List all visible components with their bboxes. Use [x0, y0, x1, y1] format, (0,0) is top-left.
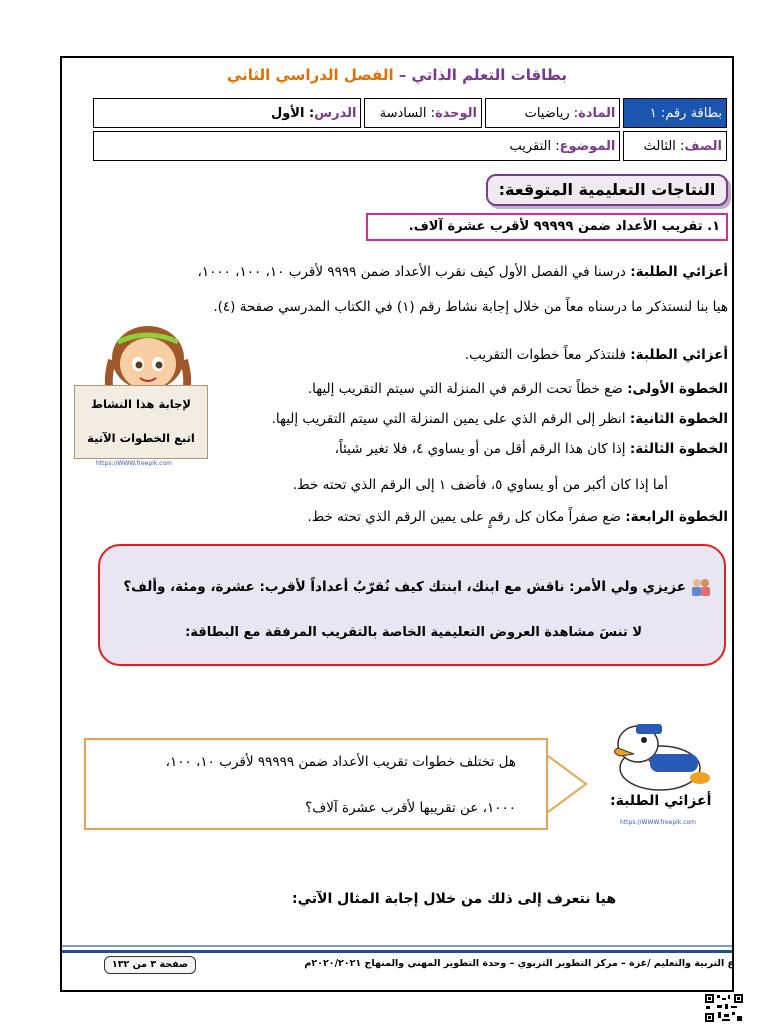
step-3-text: إذا كان هذا الرقم أقل من أو يساوي ٤، فلا تغير شيئاً،	[334, 441, 630, 457]
parents-icon	[690, 578, 712, 596]
card-number-label: بطاقة رقم:	[660, 105, 722, 121]
lesson-value: : الأول	[270, 105, 315, 121]
qr-code-icon	[704, 993, 744, 1023]
intro-lead: أعزائي الطلبة:	[630, 264, 728, 280]
step-1	[208, 375, 728, 403]
topic-cell	[93, 131, 620, 161]
step-2-label: الخطوة الثانية:	[629, 411, 728, 427]
intro-line-2: هيا بنا لنستذكر ما درسناه معاً من خلال إجابة نشاط رقم (١) في الكتاب المدرسي صفحة (٤).	[213, 299, 728, 315]
topic-label: الموضوع	[559, 138, 616, 154]
grade-value: : الثالث	[643, 138, 685, 154]
step-3-continued: أما إذا كان أكبر من أو يساوي ٥، فأضف ١ إلى الرقم الذي تحته خط.	[292, 477, 668, 493]
question-line-2: ١٠٠٠، عن تقريبها لأقرب عشرة آلاف؟	[305, 800, 516, 816]
unit-cell	[364, 98, 482, 128]
question-box	[84, 738, 548, 830]
page-number: صفحة ٣ من ١٣٢	[104, 956, 196, 974]
parent-line-2: لا تنسَ مشاهدة العروض التعليمية الخاصة بالتقريب المرفقة مع البطاقة:	[185, 625, 642, 640]
outcomes-heading: النتاجات التعليمية المتوقعة:	[486, 174, 728, 206]
step-3-label: الخطوة الثالثة:	[629, 441, 728, 457]
step-4-label: الخطوة الرابعة:	[625, 509, 728, 525]
step-2-text: انظر إلى الرقم الذي على يمين المنزلة التي سيتم التقريب إليها.	[271, 411, 630, 427]
title-part-2: الفصل الدراسي الثاني	[226, 66, 394, 84]
footer-credit: ع التربية والتعليم /غزة – مركز التطوير التربوي – وحدة التطوير المهني والمنهاج ٢٠٢٠/٢٠٢١م	[304, 958, 734, 969]
page-title	[62, 66, 732, 84]
sign-line-2: اتبع الخطوات الآتية	[87, 431, 195, 445]
steps-intro-text: فلنتذكر معاً خطوات التقريب.	[464, 347, 631, 363]
card-number-value: ١	[649, 105, 657, 121]
unit-value: : السادسة	[379, 105, 435, 121]
freepik-credit-2: https://WWW.freepik.com	[620, 819, 697, 826]
subject-value: : رياضيات	[524, 105, 579, 121]
activity-sign	[74, 385, 208, 459]
info-table	[90, 95, 730, 164]
step-1-label: الخطوة الأولى:	[627, 381, 728, 397]
title-part-1: بطاقات التعلم الذاتي –	[393, 66, 568, 84]
lesson-label: الدرس	[314, 105, 357, 121]
example-intro: هيا نتعرف إلى ذلك من خلال إجابة المثال الآتي:	[292, 891, 617, 907]
footer-divider-thin	[62, 945, 732, 947]
duck-illustration	[608, 718, 712, 796]
grade-label: الصف	[684, 138, 722, 154]
unit-label: الوحدة	[434, 105, 477, 121]
topic-value: : التقريب	[509, 138, 560, 154]
intro-text-1: درسنا في الفصل الأول كيف نقرب الأعداد ضمن ٩٩٩٩ لأقرب ١٠، ١٠٠، ١٠٠٠،	[197, 264, 631, 280]
step-2	[208, 405, 728, 433]
step-1-text: ضع خطاً تحت الرقم في المنزلة التي سيتم التقريب إليها.	[307, 381, 628, 397]
step-3	[208, 435, 728, 463]
parent-note-box	[98, 544, 726, 666]
freepik-credit-1: https://WWW.freepik.com	[96, 460, 173, 467]
steps-lead: أعزائي الطلبة:	[630, 347, 728, 363]
steps-intro	[208, 341, 728, 369]
lesson-cell	[93, 98, 361, 128]
intro-line-1	[64, 258, 728, 286]
step-4	[208, 503, 728, 531]
footer-divider-thick	[62, 950, 732, 953]
subject-label: المادة	[578, 105, 616, 121]
parent-line-1-text: عزيزي ولي الأمر: ناقش مع ابنك، ابنتك كيف نُقرّبُ أعداداً لأقرب: عشرة، ومئة، وألف؟	[123, 579, 686, 595]
question-line-1: هل تختلف خطوات تقريب الأعداد ضمن ٩٩٩٩٩ لأقرب ١٠، ١٠٠،	[165, 754, 516, 770]
sign-line-1: لإجابة هذا النشاط	[91, 397, 191, 411]
speech-pointer	[548, 752, 588, 816]
step-4-text: ضع صفراً مكان كل رقمٍ على يمين الرقم الذي تحته خط.	[307, 509, 626, 525]
card-number-cell	[623, 98, 727, 128]
question-student-label: أعزائي الطلبة:	[610, 793, 712, 809]
objective-1: ١. تقريب الأعداد ضمن ٩٩٩٩٩ لأقرب عشرة آلاف.	[366, 213, 728, 241]
subject-cell	[485, 98, 620, 128]
grade-cell	[623, 131, 727, 161]
parent-line-1	[123, 578, 712, 596]
